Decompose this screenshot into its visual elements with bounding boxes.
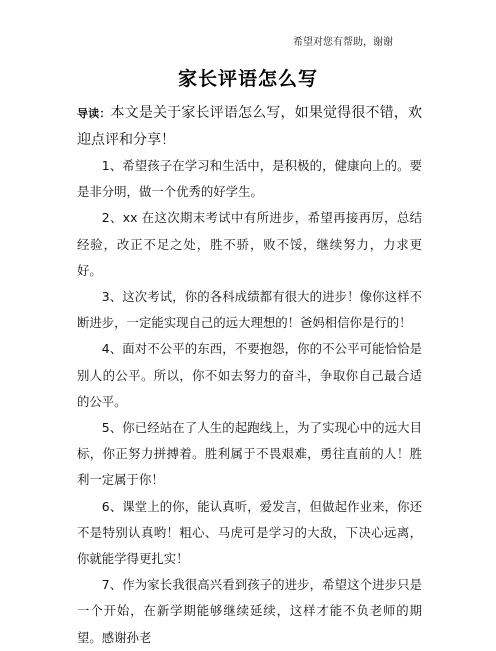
paragraph-3: 3、这次考试，你的各科成绩都有很大的进步！像你这样不断进步，一定能实现自己的远大理想的！爸妈相信你是行的！ <box>77 289 422 331</box>
paragraph-2: 2、xx 在这次期末考试中有所进步，希望再接再厉，总结经验，改正不足之处，胜不骄，败不馁，继续努力，力求更好。 <box>77 210 422 278</box>
header-note: 希望对您有帮助，谢谢 <box>293 37 393 48</box>
page-title: 家长评语怎么写 <box>177 68 318 90</box>
paragraph-7: 7、作为家长我很高兴看到孩子的进步，希望这个进步只是一个开始，在新学期能够继续延续，这样才能不负老师的期望。感谢孙老 <box>77 577 422 645</box>
intro-paragraph <box>77 100 422 153</box>
document-body <box>77 100 422 651</box>
paragraph-6: 6、课堂上的你，能认真听，爱发言，但做起作业来，你还不是特别认真哟！粗心、马虎可是学习的大敌，下决心远离，你就能学得更扎实！ <box>77 498 422 567</box>
intro-text: 本文是关于家长评语怎么写，如果觉得很不错，欢迎点评和分享！ <box>77 105 422 148</box>
paragraph-5: 5、你已经站在了人生的起跑线上，为了实现心中的远大目标，你正努力拼搏着。胜利属于不畏艰难，勇往直前的人！胜利一定属于你！ <box>77 420 422 488</box>
paragraph-4: 4、面对不公平的东西，不要抱怨，你的不公平可能恰恰是别人的公平。所以，你不如去努力的奋斗，争取你自己最合适的公平。 <box>77 341 422 409</box>
paragraph-1: 1、希望孩子在学习和生活中，是积极的，健康向上的。要是非分明，做一个优秀的好学生。 <box>77 158 422 200</box>
intro-label: 导读： <box>77 107 111 120</box>
